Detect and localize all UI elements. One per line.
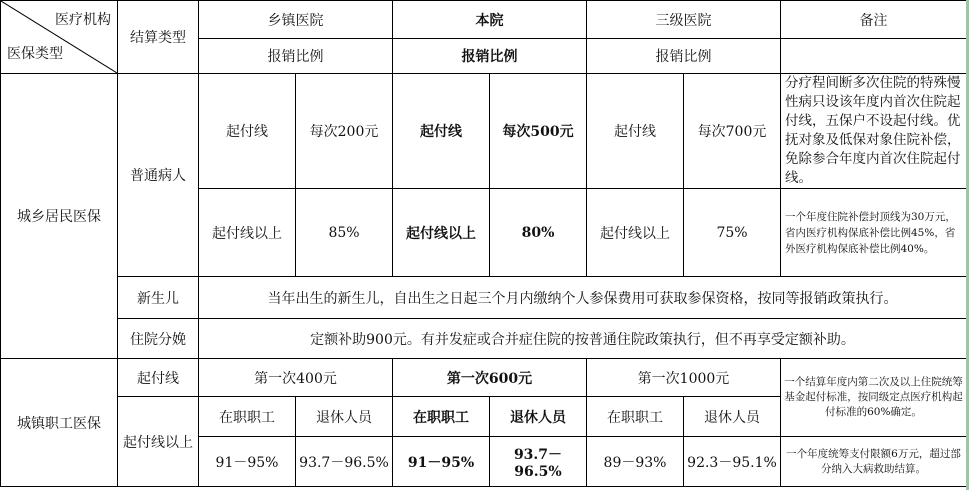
- corner-top-label: 医疗机构: [55, 12, 111, 28]
- this-threshold-label: 起付线: [393, 74, 490, 189]
- worker-township-threshold: 第一次400元: [199, 359, 393, 397]
- township-retired-ratio: 93.7－96.5%: [296, 437, 393, 487]
- delivery-text: 定额补助900元。有并发症或合并症住院的按普通住院政策执行，但不再享受定额补助。: [199, 319, 967, 359]
- township-ratio-header: 报销比例: [199, 39, 393, 74]
- header-this-hospital: 本院: [393, 1, 587, 39]
- this-employed-label: 在职职工: [393, 397, 490, 437]
- this-ratio-value: 80%: [490, 189, 587, 277]
- worker-threshold-label: 起付线: [118, 359, 199, 397]
- township-employed-label: 在职职工: [199, 397, 296, 437]
- worker-remark-1: 一个结算年度内第二次及以上住院统筹基金起付标准，按同级定点医疗机构起付标准的60%确定。: [781, 359, 967, 437]
- urban-worker-label: 城镇职工医保: [1, 359, 118, 487]
- corner-bottom-label: 医保类型: [7, 46, 63, 62]
- worker-this-threshold: 第一次600元: [393, 359, 587, 397]
- tertiary-ratio-header: 报销比例: [587, 39, 781, 74]
- township-retired-label: 退休人员: [296, 397, 393, 437]
- urban-rural-label: 城乡居民医保: [1, 74, 118, 359]
- header-settlement-type: 结算类型: [118, 1, 199, 74]
- township-ratio-value: 85%: [296, 189, 393, 277]
- newborn-text: 当年出生的新生儿，自出生之日起三个月内缴纳个人参保费用可获取参保资格，按同等报销政策执行。: [199, 277, 967, 319]
- urban-rural-remark-2: 一个年度住院补偿封顶线为30万元，省内医疗机构保底补偿比例45%，省外医疗机构保底补偿比例40%。: [781, 189, 967, 277]
- this-retired-label: 退休人员: [490, 397, 587, 437]
- header-corner-cell: [1, 1, 118, 74]
- newborn-label: 新生儿: [118, 277, 199, 319]
- township-above-label: 起付线以上: [199, 189, 296, 277]
- tertiary-retired-label: 退休人员: [684, 397, 781, 437]
- urban-rural-remark-1: 分疗程间断多次住院的特殊慢性病只设该年度内首次住院起付线，五保户不设起付线。优抚对象及低保对象住院补偿，免除参合年度内首次住院起付线。: [781, 74, 967, 189]
- delivery-label: 住院分娩: [118, 319, 199, 359]
- worker-above-label: 起付线以上: [118, 397, 199, 487]
- this-retired-ratio: 93.7－96.5%: [490, 437, 587, 487]
- tertiary-retired-ratio: 92.3－95.1%: [684, 437, 781, 487]
- tertiary-employed-label: 在职职工: [587, 397, 684, 437]
- this-above-label: 起付线以上: [393, 189, 490, 277]
- tertiary-threshold-value: 每次700元: [684, 74, 781, 189]
- tertiary-above-label: 起付线以上: [587, 189, 684, 277]
- township-threshold-value: 每次200元: [296, 74, 393, 189]
- this-threshold-value: 每次500元: [490, 74, 587, 189]
- normal-patient-label: 普通病人: [118, 74, 199, 277]
- this-employed-ratio: 91－95%: [393, 437, 490, 487]
- tertiary-ratio-value: 75%: [684, 189, 781, 277]
- tertiary-threshold-label: 起付线: [587, 74, 684, 189]
- township-employed-ratio: 91－95%: [199, 437, 296, 487]
- worker-tertiary-threshold: 第一次1000元: [587, 359, 781, 397]
- header-remarks: 备注: [781, 1, 967, 39]
- tertiary-employed-ratio: 89－93%: [587, 437, 684, 487]
- this-ratio-header: 报销比例: [393, 39, 587, 74]
- header-township: 乡镇医院: [199, 1, 393, 39]
- remarks-ratio-blank: [781, 39, 967, 74]
- header-tertiary: 三级医院: [587, 1, 781, 39]
- worker-remark-2: 一个年度统筹支付限额6万元，超过部分纳入大病救助结算。: [781, 437, 967, 487]
- township-threshold-label: 起付线: [199, 74, 296, 189]
